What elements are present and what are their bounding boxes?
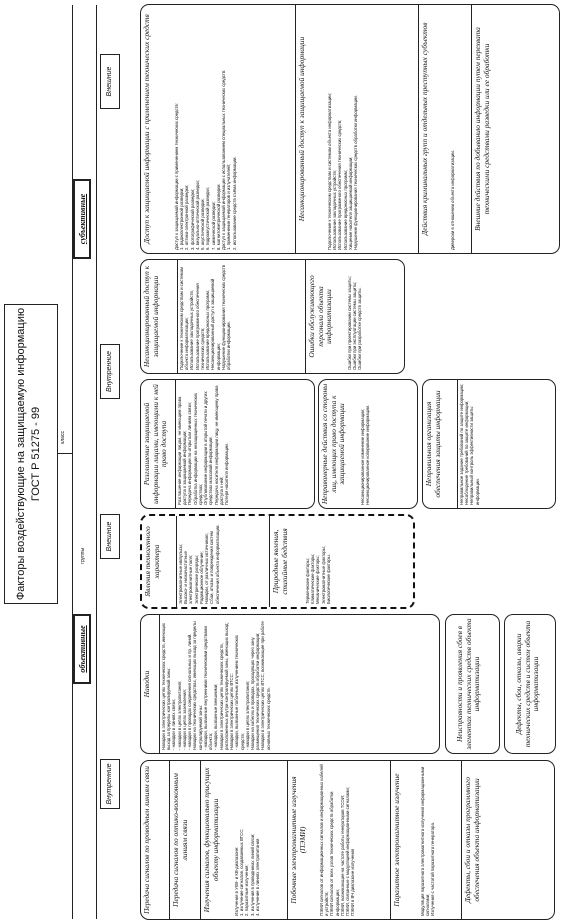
- item-text: Модуляция паразитного электромагнитного излучения информационными сигналами; Излучения с частотой паразитного генератора.: [420, 766, 436, 916]
- criminal-title: Действия криминальных групп и отдельных преступных субъектов: [420, 22, 429, 236]
- nsd-title: Несанкционированный доступ к защищаемой информации: [297, 36, 306, 222]
- technical-access-text: Доступ к защищаемой информации с применением технических средств: 1. радиоэлектронной разведки; 2. оптико-электронной разведки; 3. фотографической разведки; 4. визуально-оптической разведки; 5. акустической разведки; 6. гидроакустической разведки; 7. химической разведки; 8. магнитометрической разведки. Доступ к защищаемой информации с использованием специальных технических средств: 1. применение генераторов и излучателей; 2. использование средств съёма информации.: [174, 69, 237, 250]
- technogenic-text: Электромагнитные импульсы; Высоко- и низкочастотные электромагнитные поля; Электрические разряды; Радиационное облучение; Наводки, от различных источников; Сбои, отказы и повреждения систем обеспечения объекта информатизации.: [178, 524, 220, 604]
- group-objective-external: Внешние: [100, 514, 120, 559]
- organization-title: Неправильная организация обеспечения защиты информации: [424, 390, 442, 498]
- foreign-title: Внешние действия по добыванию информации путем перехвата техническими средствами разведки или ее обработки: [473, 27, 491, 231]
- item-title: Дефекты, сбои и отказы программного обеспечения объекта информатизации: [463, 777, 481, 903]
- disclosure-panel: [140, 379, 315, 509]
- class-caption: класс: [60, 431, 66, 444]
- item-text: ПЭМИ сигналов от информационных сигналов и информационных кабелей и устройств; ПЭМИ сигналов от всех узлов технических средств обработки информации; ПЭМИ, возникающие на частоте работы генераторов ТСОИ; ПЭМИ, связанные с модуляцией информационными сигналами; ПЭМИ в ВЧ диапазоне излучения: [319, 764, 356, 916]
- defect-box: Неисправности и проявления сбоев в элементах технических средств объекта информатизации: [445, 614, 500, 754]
- criminal-text: Диверсии в отношении объекта информатизации.: [450, 150, 455, 250]
- organization-panel: [422, 379, 556, 509]
- disclosure-title: Разглашение защищаемой информации лицами, имеющими к ней право доступа: [142, 384, 169, 504]
- unauthorized-access-panel: [140, 259, 405, 374]
- class-subjective: субъективные: [73, 179, 91, 259]
- technogenic-title: Явления техногенного характера: [143, 526, 161, 597]
- interference-text: Наводки в электрических цепях технических средств, имеющих выход за пределы контролируемой зоны: - наводки в линиях связи; - наводки в цепях электропитания; - наводки в цепях заземления; - наводки в проводах соединения сигнальных и пр. линий. Наводки на технических средствах, имеющих выход за пределы контролируемой зоны: - наводки, вызванные внутренними техническими средствами объекта; - наводки, вызванные внешними; Наводки в электрических цепях технических средств, расположенных внутри контролируемой зоны, имеющих выход; Наводки в электрических цепях ВТСС: - наводки, вызванные побочным излучением технических средств; - наводки в цепях электропитания; Наводки на кабелях и проводах, проходящих через зону размещения технических средств обработки информации; Наводки в электрических цепях ВТСС, возникающие при работе основных технических средств.: [161, 621, 271, 750]
- item-title: Паразитное электромагнитное излучение: [392, 773, 401, 907]
- disclosure-text: Разглашение информации лицам, не имеющим права доступа к защищаемой информации; Передача информации по открытым линиям связи; Обработка информации на незащищенных технических средствах; Опубликование информации в открытой печати и других средствах массовой информации; Передача носителя информации лицу, не имеющему права доступа к ней; Потеря носителя информации.: [177, 385, 230, 505]
- wrongful-text: Несанкционированное изменение информации; Несанкционированное копирование информации.: [360, 404, 371, 505]
- technical-access-title: Доступ к защищаемой информации с применением технических средств: [142, 14, 151, 244]
- groups-caption: группы: [80, 547, 86, 564]
- group-objective-internal: Внутренние: [100, 759, 120, 809]
- objective-internal-panel: [140, 760, 555, 920]
- connector: [72, 5, 73, 919]
- title-line2: ГОСТ Р 51275 - 99: [30, 406, 42, 502]
- diagram-title: [4, 304, 58, 604]
- item-title: Передача сигналов по проводным линиям связи: [142, 766, 151, 914]
- unauthorized-title: Несанкционированный доступ к защищаемой информации: [142, 265, 160, 368]
- item-text: Излучения в УКВ- и КВ-диапазоне: 1. излучение сигналов, создаваемых ВТСС; 2. паразитные излучения; 3. излучения в проводниках линий связи; 4. излучение в линиях электропитания.: [234, 828, 260, 916]
- subjective-external-panel: [140, 4, 560, 254]
- title-line1: Факторы воздействующие на защищаемую информацию: [15, 307, 27, 601]
- objective-external-panel: [140, 514, 415, 609]
- class-objective: объективные: [73, 614, 91, 684]
- staff-errors-text: Ошибки при проектировании системы защиты; Ошибки при эксплуатации системы защиты; Ошибки при разработке средств защиты.: [347, 276, 363, 370]
- defect-box: Дефекты, сбои, отказы, аварии технических средств и систем объекта информатизации: [504, 614, 556, 754]
- wrongful-actions-panel: [318, 379, 418, 509]
- wrongful-title: Неправомерные действия со стороны лиц, имеющих право доступа к защищаемой информации: [320, 383, 347, 505]
- item-title: Излучения сигналов, функционально присущих объекту информатизации: [202, 767, 220, 913]
- unauthorized-text: Подключение к техническим средствам и системам объекта информатизации; Использование закладочных устройств; Использование программного обеспечения технических средств; Использование вредоносных программ; Несанкционированный доступ к защищаемой информации; Нарушение функционирования технических средств обработки информации.: [179, 264, 232, 370]
- item-title: Побочные электромагнитные излучения (ПЭМИ): [289, 776, 307, 904]
- group-subjective-internal: Внутренние: [100, 344, 120, 399]
- item-title: Передача сигналов по оптико-волоконным линиям связи: [171, 773, 189, 907]
- natural-title: Природные явления, стихийные бедствия: [271, 528, 289, 595]
- natural-text: Термические факторы; Климатические факторы; Механические факторы; Электромагнитные факторы; Биологические факторы.: [305, 545, 331, 604]
- staff-errors-title: Ошибки обслуживающего персонала объекта информатизации: [307, 275, 334, 358]
- group-subjective-external: Внешние: [100, 54, 120, 109]
- organization-text: Неправильное задание требований по защите информации; Несоблюдение требований по защите информации; Неправильный контроль эффективности защиты информации.: [459, 383, 480, 505]
- interference-title: Наводки: [142, 670, 151, 698]
- connector: [96, 5, 97, 919]
- connector: [58, 453, 72, 454]
- nsd-text: Подключение к техническим средствам и системам объекта информатизации; Использование закладочных устройств; Использование программного обеспечения технических средств; Использование вредоносных программ; Хищение носителя защищаемой информации; Нарушение функционирования технических средств обработки информации.: [327, 93, 359, 250]
- interference-panel: [140, 614, 440, 754]
